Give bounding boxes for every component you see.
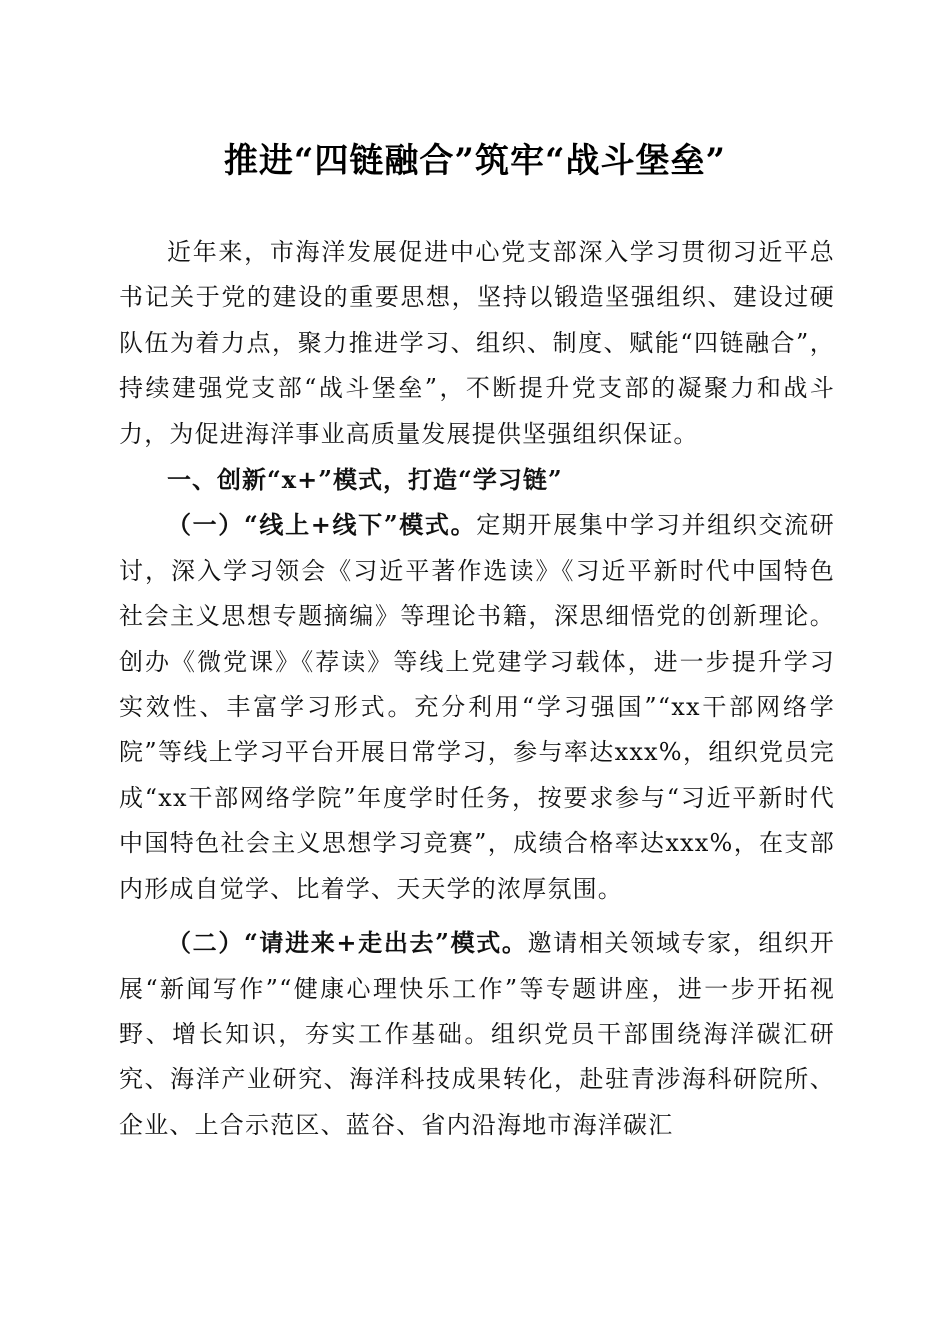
section1-item1-text: 定期开展集中学习并组织交流研讨，深入学习领会《习近平著作选读》《习近平新时代中国特色社会主义思想专题摘编》等理论书籍，深思细悟党的创新理论。创办《微党课》《荐读》等线上党建学习载体，进一步提升学习实效性、丰富学习形式。充分利用“学习强国”“xx干部网络学院”等线上学习平台开展日常学习，参与率达xxx%，组织党员完成“xx干部网络学院”年度学时任务，按要求参与“习近平新时代中国特色社会主义思想学习竞赛”，成绩合格率达xxx%，在支部内形成自觉学、比着学、天天学的浓厚氛围。 [119,511,835,903]
section1-item2-text: 邀请相关领域专家，组织开展“新闻写作”“健康心理快乐工作”等专题讲座，进一步开拓视野、增长知识，夯实工作基础。组织党员干部围绕海洋碳汇研究、海洋产业研究、海洋科技成果转化，赴驻青涉海科研院所、企业、上合示范区、蓝谷、省内沿海地市海洋碳汇 [119,929,836,1139]
section-heading-1: 一、创新“x+”模式，打造“学习链” [167,465,563,495]
section1-item1-paragraph [119,502,835,912]
document-title: 推进“四链融合”筑牢“战斗堡垒” [223,141,727,181]
intro-paragraph: 近年来，市海洋发展促进中心党支部深入学习贯彻习近平总书记关于党的建设的重要思想，坚持以锻造坚强组织、建设过硬队伍为着力点，聚力推进学习、组织、制度、赋能“四链融合”，持续建强党支部“战斗堡垒”，不断提升党支部的凝聚力和战斗力，为促进海洋事业高质量发展提供坚强组织保证。 [119,238,835,448]
section1-item1-lead: （一）“线上+线下”模式。 [167,510,477,540]
section1-item2-lead: （二）“请进来+走出去”模式。 [167,928,528,958]
document-body [119,230,835,1148]
section1-item2-paragraph [119,920,835,1148]
